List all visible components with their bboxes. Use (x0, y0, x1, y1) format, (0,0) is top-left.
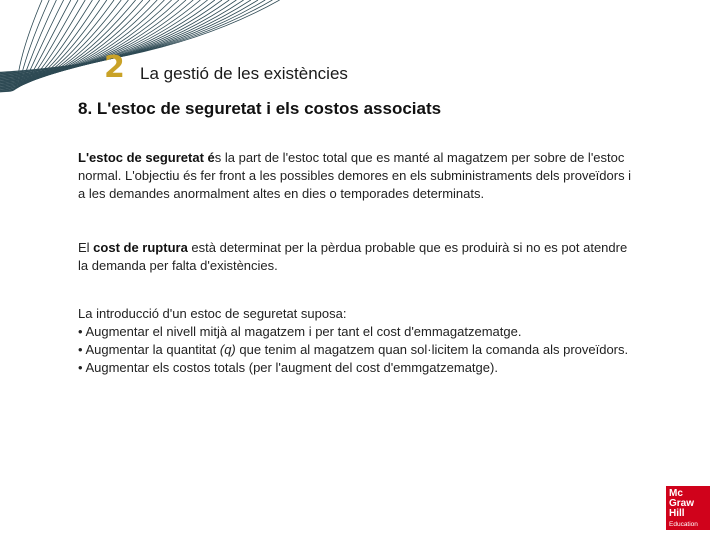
quantity-symbol: (q) (219, 342, 236, 357)
safety-stock-definition: s la part de l'estoc total que es manté al magatzem per sobre de l'estoc normal. L'objectiu és fer front a les possibles demores en els subministraments dels proveïdors i a les demandes anormalment altes en dies o temporades determinats. (78, 150, 632, 201)
bullet-item: • Augmentar els costos totals (per l'augment del cost d'emmgatzematge). (78, 360, 498, 375)
stockout-prefix: El (78, 240, 94, 255)
bullet-text: que tenim al magatzem quan sol·licitem la comanda als proveïdors. (235, 342, 629, 357)
stockout-cost-definition: està determinat per la pèrdua probable que es produirà si no es pot atendre la demanda per falta d'existències. (78, 240, 628, 273)
section-title: 8. L'estoc de seguretat i els costos associats (78, 99, 442, 118)
paragraph-implications (78, 305, 638, 377)
bullet-item: • Augmentar el nivell mitjà al magatzem i per tant el cost d'emmagatzematge. (78, 324, 522, 339)
logo-line: Education (669, 521, 698, 528)
paragraph-stockout-cost (78, 239, 638, 275)
paragraph-safety-stock (78, 149, 638, 203)
logo-line: Graw (669, 498, 695, 509)
chapter-number: 2 (104, 50, 125, 85)
wave-line (0, 0, 157, 82)
logo-line: Hill (669, 508, 685, 519)
decorative-wave-lines (0, 0, 280, 100)
implications-intro: La introducció d'un estoc de seguretat suposa: (78, 306, 347, 321)
bullet-text: • Augmentar la quantitat (78, 342, 220, 357)
chapter-title: La gestió de les existències (140, 64, 348, 83)
mcgraw-hill-logo (666, 486, 710, 530)
bullet-item (78, 341, 638, 359)
stockout-cost-term: cost de ruptura (93, 240, 188, 255)
safety-stock-term: L'estoc de seguretat é (78, 150, 215, 165)
wave-line (0, 0, 272, 73)
logo-line: Mc (669, 488, 683, 499)
